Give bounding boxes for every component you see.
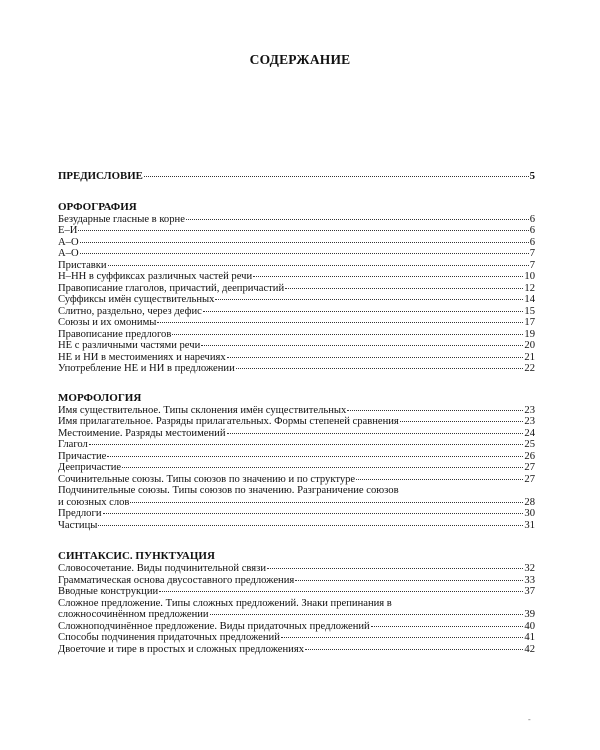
toc-entry-title: Союзы и их омонимы (58, 317, 157, 328)
toc-entry-page: 22 (524, 363, 535, 374)
toc-entry (58, 237, 535, 249)
toc-entry (58, 428, 535, 440)
toc-entry-first-line: Подчинительные союзы. Типы союзов по значению. Разграничение союзов (58, 485, 399, 496)
toc-entry (58, 405, 535, 417)
toc-entry-preface (58, 171, 535, 183)
toc-entry-page: 23 (524, 404, 535, 416)
toc-entry (58, 329, 535, 341)
toc-entry-title: НЕ и НИ в местоимениях и наречиях (58, 351, 226, 363)
toc-entry (58, 306, 535, 318)
section-heading: МОРФОЛОГИЯ (58, 391, 142, 404)
toc-entry-title: и союзных слов (58, 496, 130, 508)
toc-entry-page: 41 (524, 632, 535, 643)
toc-entry-title: Употребление НЕ и НИ в предложении (58, 363, 235, 374)
toc-entry-title: Грамматическая основа двусоставного предложения (58, 574, 295, 586)
toc-entry (58, 225, 535, 237)
toc-entry-title: Глагол (58, 439, 88, 450)
dot-leader (215, 299, 523, 300)
dot-leader (172, 334, 523, 335)
toc-entry-page: 32 (524, 563, 535, 574)
toc-entry-page: 27 (524, 462, 535, 473)
toc-entry-title: А–О (58, 248, 79, 259)
dot-leader (253, 276, 523, 277)
toc-entry (58, 586, 535, 598)
toc-sections (58, 201, 535, 656)
toc-entry-page: 24 (524, 427, 535, 439)
dot-leader (400, 421, 524, 422)
dot-leader (236, 368, 524, 369)
toc-entry-page: 31 (524, 519, 535, 531)
toc-entry-page: 6 (529, 225, 535, 236)
dot-leader (144, 176, 529, 177)
dot-leader (186, 219, 529, 220)
toc-entry-title: сложносочинённом предложении (58, 609, 209, 620)
toc-entry-title: Безударные гласные в корне (58, 213, 185, 225)
toc-entry-title: А–О (58, 236, 79, 248)
toc-section (58, 201, 535, 375)
dot-leader (78, 230, 528, 231)
dot-leader (80, 242, 529, 243)
toc-entry (58, 451, 535, 463)
toc-entry-title: Правописание глаголов, причастий, деепричастий (58, 282, 285, 294)
dot-leader (203, 311, 524, 312)
toc-entry-page: 12 (524, 282, 535, 294)
toc-entry (58, 563, 535, 575)
toc-entry-title: НЕ с различными частями речи (58, 340, 201, 351)
toc-entry-title: Слитно, раздельно, через дефис (58, 305, 202, 317)
toc-entry (58, 497, 535, 509)
toc-entry (58, 271, 535, 283)
dot-leader (356, 479, 523, 480)
dot-leader (107, 456, 523, 457)
toc-entry-page: 17 (524, 317, 535, 328)
toc-entry-page: 23 (524, 416, 535, 427)
dot-leader (159, 591, 523, 592)
page-title: СОДЕРЖАНИЕ (249, 52, 351, 67)
dot-leader (103, 513, 524, 514)
toc-entry-page: 21 (524, 351, 535, 363)
dot-leader (347, 410, 523, 411)
toc-entry-page: 42 (524, 643, 535, 655)
toc-entry (58, 439, 535, 451)
toc-entry (58, 575, 535, 587)
toc-section (58, 392, 535, 532)
section-heading: СИНТАКСИС. ПУНКТУАЦИЯ (58, 550, 215, 562)
dot-leader (281, 637, 524, 638)
toc-entry (58, 294, 535, 306)
toc-entry (58, 248, 535, 260)
dot-leader (305, 649, 523, 650)
toc-entry (58, 352, 535, 364)
toc-entry-page: 7 (529, 259, 535, 271)
corner-mark: - (528, 715, 531, 724)
toc-entry-page: 10 (524, 271, 535, 282)
toc-entry-page: 28 (524, 496, 535, 508)
toc-entry-page: 14 (524, 294, 535, 305)
toc-entry-title: Словосочетание. Виды подчинительной связи (58, 563, 266, 574)
dot-leader (108, 265, 529, 266)
toc-entry-page: 7 (529, 248, 535, 259)
toc-entry-first-line: Сложное предложение. Типы сложных предложений. Знаки препинания в (58, 597, 392, 609)
toc-entry-page: 33 (524, 574, 535, 586)
dot-leader (371, 626, 524, 627)
toc-section (58, 550, 535, 655)
toc-entry-title: Сочинительные союзы. Типы союзов по значению и по структуре (58, 473, 356, 485)
toc-entry-title: Е–И (58, 225, 78, 236)
toc-entry-title: Имя существительное. Типы склонения имён существительных (58, 404, 347, 416)
toc-entry-page: 19 (524, 328, 535, 340)
toc-entry-page: 15 (524, 305, 535, 317)
toc-entry (58, 363, 535, 375)
toc-entry-page: 37 (524, 586, 535, 597)
dot-leader (267, 568, 523, 569)
toc-entry-title: Частицы (58, 519, 98, 531)
toc-entry-page: 5 (529, 170, 535, 182)
toc-entry-title: Имя прилагательное. Разряды прилагательных. Формы степеней сравнения (58, 416, 399, 427)
dot-leader (227, 357, 524, 358)
toc-entry (58, 520, 535, 532)
toc-entry (58, 416, 535, 428)
toc-entry (58, 214, 535, 226)
dot-leader (210, 614, 524, 615)
section-heading: ОРФОГРАФИЯ (58, 200, 137, 213)
toc-entry (58, 508, 535, 520)
dot-leader (130, 502, 523, 503)
table-of-contents (58, 171, 535, 655)
dot-leader (122, 467, 523, 468)
toc-entry-page: 40 (524, 620, 535, 632)
toc-entry-title: Причастие (58, 450, 107, 462)
toc-entry (58, 340, 535, 352)
toc-entry-page: 20 (524, 340, 535, 351)
dot-leader (201, 345, 523, 346)
toc-entry-page: 27 (524, 473, 535, 485)
toc-entry-title: Местоимение. Разряды местоимений (58, 427, 226, 439)
toc-entry-title: Способы подчинения придаточных предложений (58, 632, 280, 643)
toc-entry-page: 30 (524, 508, 535, 519)
toc-entry-title: Правописание предлогов (58, 328, 172, 340)
toc-entry-page: 26 (524, 450, 535, 462)
toc-entry-title: Деепричастие (58, 462, 122, 473)
toc-entry-title: Приставки (58, 259, 107, 271)
toc-entry-title: Суффиксы имён существительных (58, 294, 215, 305)
toc-entry (58, 260, 535, 272)
toc-entry-title: Н–НН в суффиксах различных частей речи (58, 271, 253, 282)
dot-leader (80, 253, 529, 254)
toc-entry-title: Двоеточие и тире в простых и сложных предложениях (58, 643, 304, 655)
toc-entry-page: 6 (529, 213, 535, 225)
toc-entry (58, 609, 535, 621)
toc-entry (58, 621, 535, 633)
toc-entry-title: Предлоги (58, 508, 102, 519)
toc-entry (58, 462, 535, 474)
dot-leader (285, 288, 523, 289)
toc-entry-title: Вводные конструкции (58, 586, 159, 597)
dot-leader (227, 433, 524, 434)
toc-entry (58, 644, 535, 656)
dot-leader (98, 525, 523, 526)
toc-entry-page: 39 (524, 609, 535, 620)
dot-leader (89, 444, 524, 445)
toc-entry (58, 632, 535, 644)
toc-entry-page: 6 (529, 236, 535, 248)
dot-leader (295, 580, 523, 581)
toc-entry-title: ПРЕДИСЛОВИЕ (58, 170, 143, 182)
toc-entry (58, 283, 535, 295)
toc-entry-title: Сложноподчинённое предложение. Виды придаточных предложений (58, 620, 370, 632)
dot-leader (157, 322, 523, 323)
toc-entry (58, 474, 535, 486)
toc-entry-page: 25 (524, 439, 535, 450)
toc-entry (58, 317, 535, 329)
